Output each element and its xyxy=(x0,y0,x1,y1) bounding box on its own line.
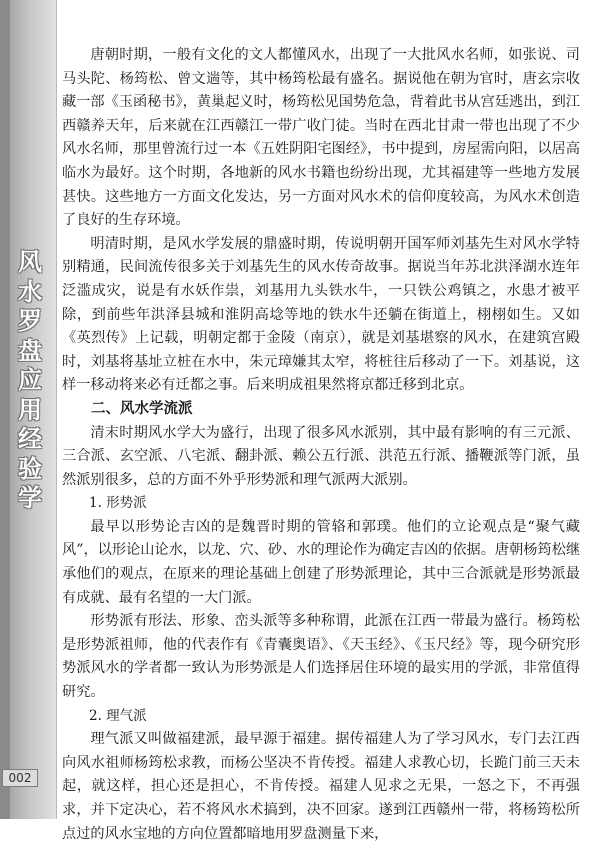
paragraph-liqi-origin: 理气派又叫做福建派，最早源于福建。据传福建人为了学习风水，专门去江西向风水祖师杨筠松求教，而杨公坚决不肯传授。福建人求教心切，长跪门前三天未起，就这样，担心还是担心，不肯传授。福建人见求之无果，一怒之下，不再强求，并下定决心，若不将风水术搞到，决不回家。遂到江西赣州一带，将杨筠松所点过的风水宝地的方向位置都暗地用罗盘测量下来， xyxy=(62,731,580,842)
book-series-title xyxy=(12,248,48,514)
paragraph-tang-dynasty: 唐朝时期，一般有文化的文人都懂风水，出现了一大批风水名师，如张说、司马头陀、杨筠松、曾文遄等，其中杨筠松最有盛名。据说他在朝为官时，唐玄宗收藏一部《玉函秘书》，黄巢起义时，杨筠松见国势危急，背着此书从宫廷逃出，到江西赣养天年，后来就在江西赣江一带广收门徒。当时在西北甘肃一带也出现了不少风水名师，那里曾流行过一本《五姓阴阳宅图经》，书中提到，房屋需向阳，以居高临水为最好。这个时期，各地新的风水书籍也纷纷出现，尤其福建等一些地方发展甚快。这些地方一方面文化发达，另一方面对风水术的信仰度较高，为风水术创造了良好的生存环境。 xyxy=(62,47,580,229)
series-title-char: 水 xyxy=(18,277,42,306)
series-title-char: 验 xyxy=(18,454,42,483)
sub-heading-liqi: 2. 理气派 xyxy=(89,707,147,724)
series-title-char: 应 xyxy=(18,366,42,394)
series-title-char: 学 xyxy=(18,484,42,512)
page-number: 002 xyxy=(2,769,38,787)
section-heading: 二、风水学流派 xyxy=(91,400,193,417)
paragraph-xingshi-works: 形势派有形法、形象、峦头派等多种称谓，此派在江西一带最为盛行。杨筠松是形势派祖师，他的代表作有《青囊奥语》、《天玉经》、《玉尺经》等，现今研究形势派风水的学者都一致认为形势派是人们选择居住环境的最实用的学派，非常值得研究。 xyxy=(62,613,580,701)
paragraph-schools-overview: 清末时期风水学大为盛行，出现了很多风水派别，其中最有影响的有三元派、三合派、玄空派、八宅派、翻卦派、赖公五行派、洪范五行派、播鞭派等门派，虽然派别很多，总的方面不外乎形势派和理气派两大派别。 xyxy=(62,424,580,488)
series-title-char: 用 xyxy=(18,395,42,424)
sub-heading-xingshi: 1. 形势派 xyxy=(89,495,147,512)
series-title-char: 风 xyxy=(18,248,42,276)
page-body xyxy=(62,44,580,846)
series-title-char: 经 xyxy=(18,425,42,453)
paragraph-xingshi-origin: 最早以形势论吉凶的是魏晋时期的管辂和郭璞。他们的立论观点是“聚气藏风”，以形论山论水，以龙、穴、砂、水的理论作为确定吉凶的依据。唐朝杨筠松继承他们的观点，在原来的理论基础上创建了形势派理论，其中三合派就是形势派最有成就、最有名望的一大门派。 xyxy=(62,518,581,606)
sidebar-stripe xyxy=(0,0,10,819)
book-series-sidebar xyxy=(0,0,57,819)
paragraph-ming-qing: 明清时期，是风水学发展的鼎盛时期，传说明朝开国军师刘基先生对风水学特别精通，民间流传很多关于刘基先生的风水传奇故事。据说当年苏北洪泽湖水连年泛滥成灾，说是有水妖作祟，刘基用九头铁水牛，一只铁公鸡镇之，水患才被平除，到前些年洪泽县城和淮阴高埝等地的铁水牛还躺在街道上，栩栩如生。又如《英烈传》上记载，明朝定都于金陵（南京），就是刘基堪察的风水，在建筑宫殿时，刘基将基址立桩在水中，朱元璋嫌其太窄，将桩往后移动了一下。刘基说，这样一移动将来必有迁都之事。后来明成祖果然将京都迁移到北京。 xyxy=(62,235,580,394)
series-title-char: 罗 xyxy=(18,307,42,335)
series-title-char: 盘 xyxy=(18,336,42,365)
